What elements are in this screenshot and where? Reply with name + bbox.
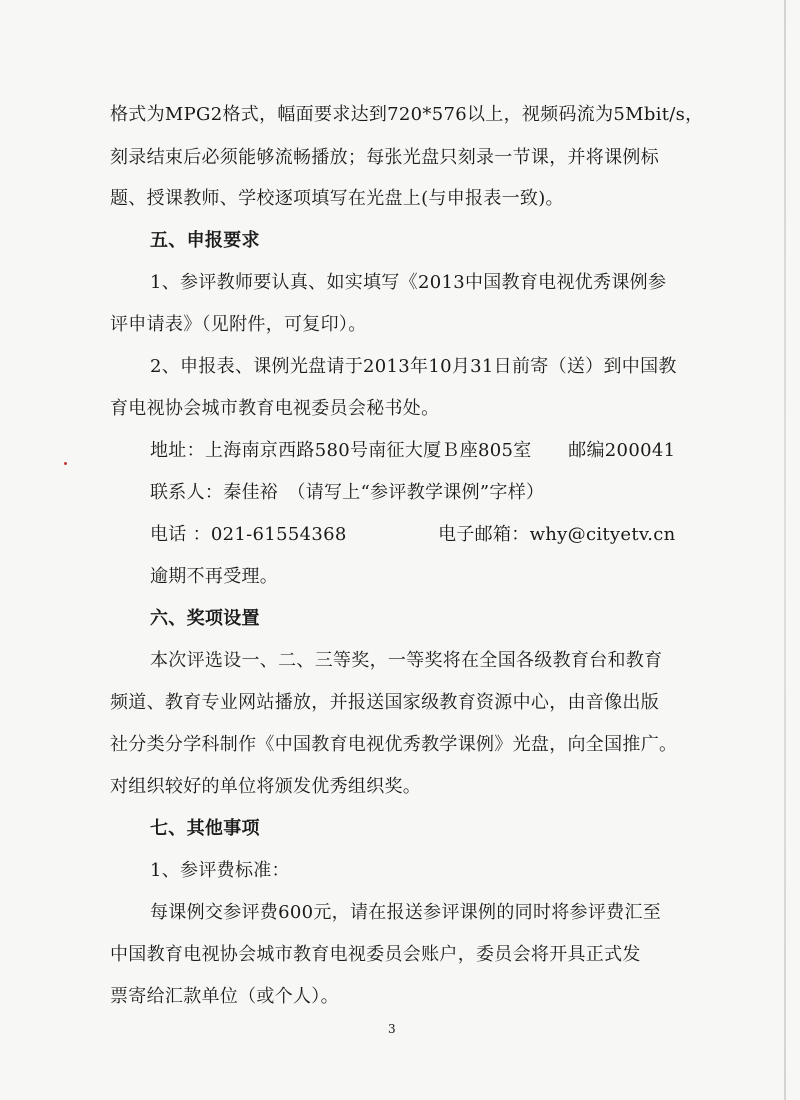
body-line: 2、申报表、课例光盘请于2013年10月31日前寄（送）到中国教 bbox=[150, 356, 677, 377]
body-line: 育电视协会城市教育电视委员会秘书处。 bbox=[110, 398, 440, 419]
phone-email-line: 电话 ：021-61554368 电子邮箱：why@cityetv.cn bbox=[150, 524, 676, 545]
section-heading-5: 五、申报要求 bbox=[150, 230, 260, 251]
body-line: 题、授课教师、学校逐项填写在光盘上(与申报表一致)。 bbox=[110, 188, 564, 209]
body-line: 中国教育电视协会城市教育电视委员会账户，委员会将开具正式发 bbox=[110, 944, 641, 965]
body-line: 逾期不再受理。 bbox=[150, 566, 279, 587]
body-line: 频道、教育专业网站播放，并报送国家级教育资源中心，由音像出版 bbox=[110, 692, 659, 713]
section-heading-7: 七、其他事项 bbox=[150, 818, 260, 839]
ink-speck bbox=[64, 462, 67, 465]
scan-edge bbox=[784, 0, 786, 1100]
body-line: 1、参评费标准： bbox=[150, 860, 290, 881]
contact-line: 联系人：秦佳裕 （请写上“参评教学课例”字样） bbox=[150, 482, 545, 503]
body-line: 对组织较好的单位将颁发优秀组织奖。 bbox=[110, 776, 422, 797]
body-line: 社分类分学科制作《中国教育电视优秀教学课例》光盘，向全国推广。 bbox=[110, 734, 678, 755]
address-line: 地址：上海南京西路580号南征大厦Ｂ座805室 邮编200041 bbox=[150, 440, 676, 461]
page-number: 3 bbox=[388, 1022, 396, 1036]
body-line: 刻录结束后必须能够流畅播放；每张光盘只刻录一节课，并将课例标 bbox=[110, 147, 659, 168]
body-line: 每课例交参评费600元，请在报送参评课例的同时将参评费汇至 bbox=[150, 902, 662, 923]
section-heading-6: 六、奖项设置 bbox=[150, 608, 260, 629]
body-line: 评申请表》（见附件，可复印）。 bbox=[110, 314, 367, 335]
body-line: 1、参评教师要认真、如实填写《2013中国教育电视优秀课例参 bbox=[150, 272, 667, 293]
body-line: 本次评选设一、二、三等奖，一等奖将在全国各级教育台和教育 bbox=[150, 650, 663, 671]
body-line: 票寄给汇款单位（或个人）。 bbox=[110, 986, 339, 1007]
body-line: 格式为MPG2格式，幅面要求达到720*576以上，视频码流为5Mbit/s， bbox=[110, 104, 704, 125]
